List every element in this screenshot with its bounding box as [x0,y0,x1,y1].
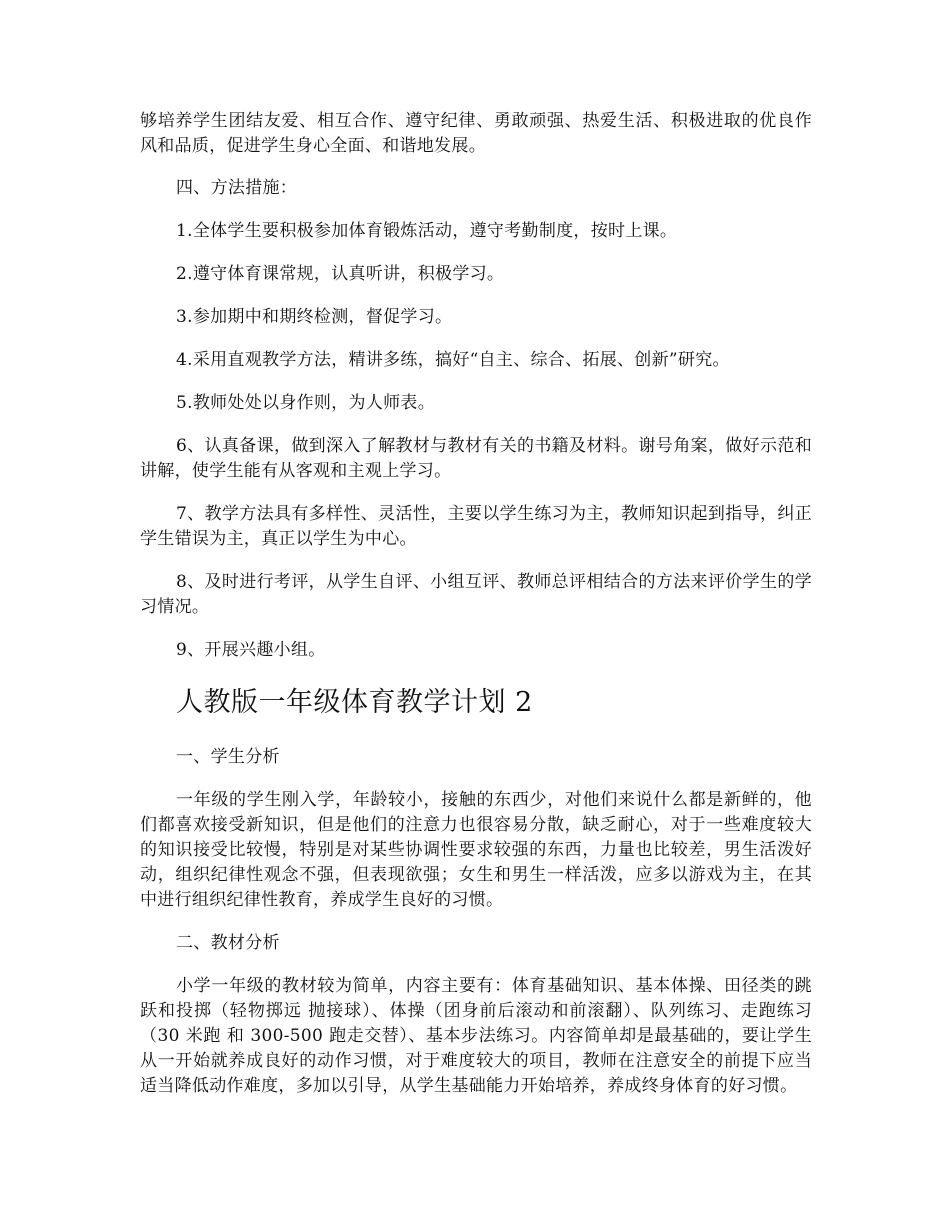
document-title: 人教版一年级体育教学计划 2 [176,687,533,718]
section-heading-student-analysis: 一、学生分析 [176,747,280,767]
section-heading-material-analysis: 二、教材分析 [176,933,280,953]
document-body [140,109,812,1117]
section-heading-methods: 四、方法措施： [176,178,298,198]
material-analysis-paragraph: 小学一年级的教材较为简单，内容主要有：体育基础知识、基本体操、田径类的跳跃和投掷（轻物掷远 抛接球）、体操（团身前后滚动和前滚翻）、队列练习、走跑练习（30 米跑 和 300-500 跑走交替）、基本步法练习。内容简单却是最基础的，要让学生从一开始就养成良好的动作习惯，对于难度较大的项目，教师在注意安全的前提下应当适当降低动作难度，多加以引导，从学生基础能力开始培养，养成终身体育的好习惯。 [140,976,812,1096]
method-item-2: 2.遵守体育课常规，认真听讲，积极学习。 [176,264,505,284]
student-analysis-paragraph: 一年级的学生刚入学，年龄较小，接触的东西少，对他们来说什么都是新鲜的，他们都喜欢接受新知识，但是他们的注意力也很容易分散，缺乏耐心，对于一些难度较大的知识接受比较慢，特别是对某些协调性要求较强的东西，力量也比较差，男生活泼好动，组织纪律性观念不强，但表现欲强；女生和男生一样活泼，应多以游戏为主，在其中进行组织纪律性教育，养成学生良好的习惯。 [140,790,812,910]
method-item-5: 5.教师处处以身作则，为人师表。 [176,393,436,413]
method-item-7: 7、教学方法具有多样性、灵活性，主要以学生练习为主，教师知识起到指导，纠正学生错误为主，真正以学生为中心。 [140,504,812,549]
method-item-1: 1.全体学生要积极参加体育锻炼活动，遵守考勤制度，按时上课。 [176,221,678,241]
method-item-9: 9、开展兴趣小组。 [176,640,326,660]
method-item-4: 4.采用直观教学方法，精讲多练，搞好“自主、综合、拓展、创新”研究。 [176,350,730,370]
method-item-3: 3.参加期中和期终检测，督促学习。 [176,307,453,327]
method-item-6: 6、认真备课，做到深入了解教材与教材有关的书籍及材料。谢号角案，做好示范和讲解，使学生能有从客观和主观上学习。 [140,436,812,481]
paragraph-continuation: 够培养学生团结友爱、相互合作、遵守纪律、勇敢顽强、热爱生活、积极进取的优良作风和品质，促进学生身心全面、和谐地发展。 [140,111,812,156]
method-item-8: 8、及时进行考评，从学生自评、小组互评、教师总评相结合的方法来评价学生的学习情况。 [140,572,812,617]
